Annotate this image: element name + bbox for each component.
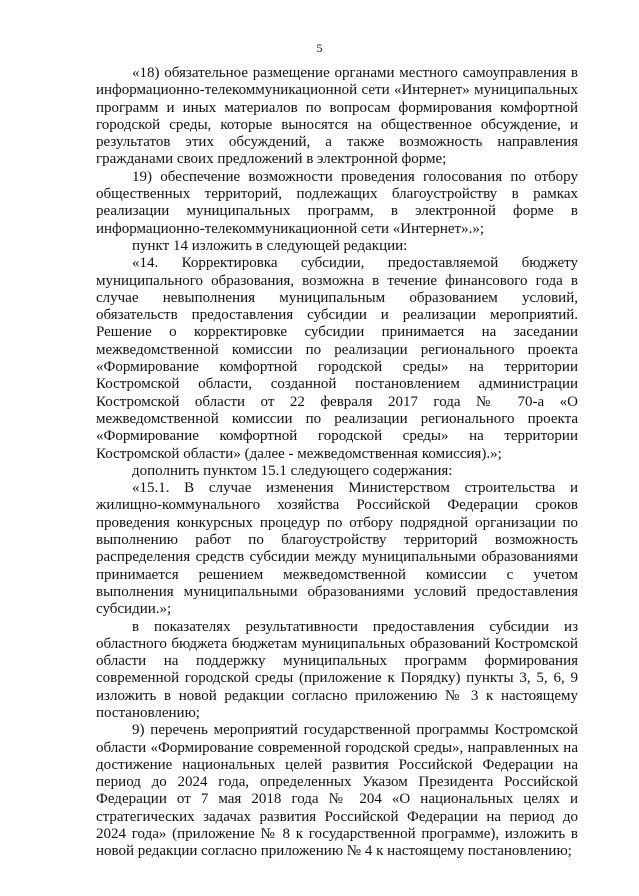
paragraph-item-9: 9) перечень мероприятий государственной программы Костромской области «Формирование современной городской среды», направленных на достижение национальных целей развития Российской Федерации на период до 2024 года, определенных Указом Президента Российской Федерации от 7 мая 2018 года № 204 «О национальных целях и стратегических задачах развития Российской Федерации на период до 2024 года» (приложение № 8 к государственной программе), изложить в новой редакции согласно приложению № 4 к настоящему постановлению;: [96, 722, 578, 860]
paragraph-item-18: «18) обязательное размещение органами местного самоуправления в информационно-телекоммуникационной сети «Интернет» муниципальных программ и иных материалов по вопросам формирования комфортной городской среды, которые выносятся на общественное обсуждение, и результатов этих обсуждений, а также возможность направления гражданами своих предложений в электронной форме;: [96, 65, 578, 168]
paragraph-item-19: 19) обеспечение возможности проведения голосования по отбору общественных территорий, подлежащих благоустройству в рамках реализации муниципальных программ, в электронной форме в информационно-телекоммуникационной сети «Интернет».»;: [96, 168, 578, 237]
paragraph-point-14: «14. Корректировка субсидии, предоставляемой бюджету муниципального образования, возможна в течение финансового года в случае невыполнения муниципальным образованием условий, обязательств предоставления субсидии и реализации мероприятий. Решение о корректировке субсидии принимается на заседании межведомственной комиссии по реализации регионального проекта «Формирование комфортной городской среды» на территории Костромской области, созданной постановлением администрации Костромской области от 22 февраля 2017 года № 70-а «О межведомственной комиссии по реализации регионального проекта «Формирование комфортной городской среды» на территории Костромской области» (далее - межведомственная комиссия).»;: [96, 255, 578, 462]
paragraph-point-15-1-intro: дополнить пунктом 15.1 следующего содержания:: [132, 462, 453, 479]
page-number: 5: [316, 41, 323, 55]
paragraph-indicators: в показателях результативности предоставления субсидии из областного бюджета бюджетам муниципальных образований Костромской области на поддержку муниципальных программ формирования современной городской среды (приложение к Порядку) пункты 3, 5, 6, 9 изложить в новой редакции согласно приложению № 3 к настоящему постановлению;: [96, 618, 578, 721]
paragraph-point-15-1: «15.1. В случае изменения Министерством строительства и жилищно-коммунального хозяйства Российской Федерации сроков проведения конкурсных процедур по отбору подрядной организации по выполнению работ по благоустройству территорий возможность распределения средств субсидии между муниципальными образованиями принимается решением межведомственной комиссии с учетом выполнения муниципальными образованиями условий предоставления субсидии.»;: [96, 480, 578, 618]
document-body: [96, 65, 578, 861]
paragraph-point-14-intro: пункт 14 изложить в следующей редакции:: [132, 237, 408, 254]
